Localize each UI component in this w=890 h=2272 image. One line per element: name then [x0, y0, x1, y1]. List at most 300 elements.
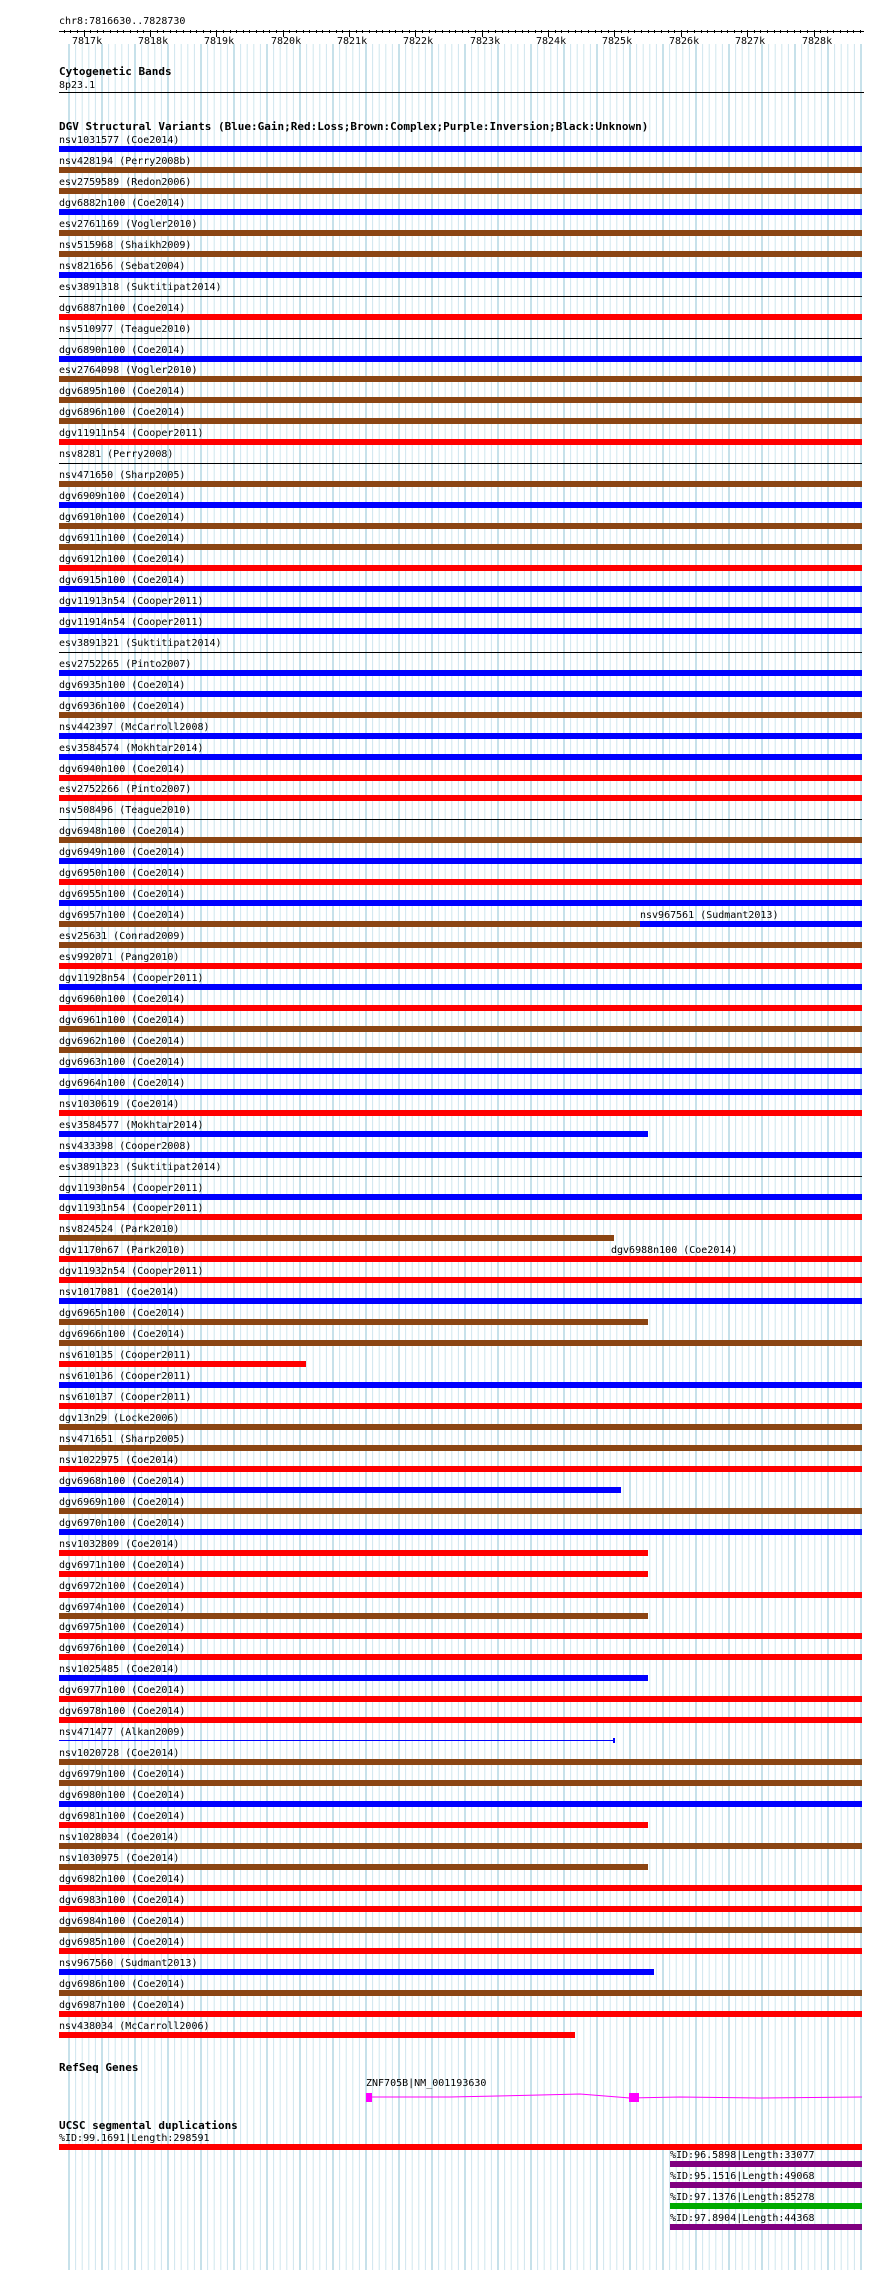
- dgv-variant-bar[interactable]: [59, 1508, 862, 1514]
- dgv-variant-label[interactable]: nsv967560 (Sudmant2013): [59, 1957, 198, 1969]
- ruler-minor-tick: [289, 30, 290, 33]
- dgv-variant-bar[interactable]: [59, 1843, 862, 1849]
- dgv-variant-label[interactable]: nsv967561 (Sudmant2013): [640, 910, 779, 922]
- ruler-minor-tick: [707, 30, 708, 33]
- dgv-variant-bar[interactable]: [59, 272, 862, 278]
- ruler-minor-tick: [701, 30, 702, 33]
- ruler-minor-tick: [84, 30, 85, 33]
- dgv-variant-bar[interactable]: [59, 670, 862, 676]
- dgv-variant-bar[interactable]: [59, 819, 862, 820]
- dgv-variant-bar[interactable]: [59, 146, 862, 152]
- ruler-tick-label: 7823k: [470, 36, 501, 47]
- dgv-variant-label[interactable]: dgv6988n100 (Coe2014): [611, 1245, 738, 1257]
- ruler-tick-label: 7824k: [536, 36, 567, 47]
- segdup-bar[interactable]: [670, 2203, 862, 2209]
- dgv-variant-label[interactable]: dgv6987n100 (Coe2014): [59, 1999, 186, 2011]
- ruler-minor-tick: [309, 30, 310, 33]
- ruler-tick-label: 7828k: [802, 36, 833, 47]
- ruler-minor-tick: [575, 30, 576, 33]
- ruler-minor-tick: [528, 30, 529, 33]
- dgv-variant-label[interactable]: dgv6986n100 (Coe2014): [59, 1978, 186, 1990]
- dgv-variant-label[interactable]: dgv11911n54 (Cooper2011): [59, 428, 204, 440]
- dgv-variant-label[interactable]: dgv6910n100 (Coe2014): [59, 512, 186, 524]
- dgv-variant-bar[interactable]: [59, 1152, 862, 1158]
- ruler-minor-tick: [548, 30, 549, 33]
- dgv-variant-label[interactable]: dgv6985n100 (Coe2014): [59, 1936, 186, 1948]
- dgv-variant-bar[interactable]: [59, 1214, 862, 1220]
- ruler-minor-tick: [648, 30, 649, 33]
- gene-exon: [366, 2093, 372, 2102]
- dgv-variant-label[interactable]: dgv6957n100 (Coe2014): [59, 910, 186, 922]
- ruler-minor-tick: [475, 30, 476, 33]
- dgv-variant-label[interactable]: dgv6960n100 (Coe2014): [59, 993, 186, 1005]
- ruler-minor-tick: [601, 30, 602, 33]
- dgv-variant-bar[interactable]: [59, 1801, 862, 1807]
- dgv-variant-bar[interactable]: [59, 1005, 862, 1011]
- ruler-minor-tick: [820, 30, 821, 33]
- dgv-variant-bar[interactable]: [59, 188, 862, 194]
- dgv-variant-label[interactable]: esv2752265 (Pinto2007): [59, 658, 192, 670]
- dgv-variant-label[interactable]: dgv6940n100 (Coe2014): [59, 763, 186, 775]
- dgv-variant-label[interactable]: esv2752266 (Pinto2007): [59, 784, 192, 796]
- dgv-variant-label[interactable]: dgv6950n100 (Coe2014): [59, 868, 186, 880]
- dgv-variant-bar[interactable]: [59, 523, 862, 529]
- dgv-variant-label[interactable]: dgv6979n100 (Coe2014): [59, 1769, 186, 1781]
- ruler-minor-tick: [541, 30, 542, 33]
- dgv-variant-bar[interactable]: [59, 376, 862, 382]
- ruler-minor-tick: [535, 30, 536, 33]
- dgv-variant-bar[interactable]: [59, 1466, 862, 1472]
- ruler-minor-tick: [362, 30, 363, 33]
- ruler-minor-tick: [714, 30, 715, 33]
- dgv-variant-label[interactable]: dgv11913n54 (Cooper2011): [59, 595, 204, 607]
- dgv-variant-bar[interactable]: [59, 984, 862, 990]
- ruler-minor-tick: [734, 30, 735, 33]
- ruler-tick-label: 7826k: [669, 36, 700, 47]
- dgv-variant-bar[interactable]: [59, 1675, 648, 1681]
- ruler-minor-tick: [110, 30, 111, 33]
- dgv-variant-bar[interactable]: [59, 1256, 614, 1262]
- ruler-minor-tick: [303, 30, 304, 33]
- dgv-variant-label[interactable]: nsv1032809 (Coe2014): [59, 1538, 180, 1550]
- gene-label[interactable]: ZNF705B|NM_001193630: [366, 2078, 487, 2089]
- ruler-minor-tick: [196, 30, 197, 33]
- dgv-variant-label[interactable]: nsv428194 (Perry2008b): [59, 155, 192, 167]
- dgv-variant-label[interactable]: nsv610136 (Cooper2011): [59, 1371, 192, 1383]
- ruler-minor-tick: [807, 30, 808, 33]
- dgv-variant-bar[interactable]: [59, 1277, 862, 1283]
- dgv-variant-label[interactable]: dgv6972n100 (Coe2014): [59, 1580, 186, 1592]
- ruler-minor-tick: [833, 30, 834, 33]
- dgv-variant-label[interactable]: nsv1020728 (Coe2014): [59, 1748, 180, 1760]
- dgv-variant-label[interactable]: dgv6984n100 (Coe2014): [59, 1915, 186, 1927]
- ruler-minor-tick: [123, 30, 124, 33]
- dgv-variant-bar[interactable]: [59, 230, 862, 236]
- ruler-minor-tick: [376, 30, 377, 33]
- ruler-minor-tick: [216, 30, 217, 33]
- segdup-track-title[interactable]: UCSC segmental duplications: [59, 2119, 238, 2132]
- ruler-minor-tick: [455, 30, 456, 33]
- dgv-variant-label[interactable]: esv3584574 (Mokhtar2014): [59, 742, 204, 754]
- dgv-variant-bar[interactable]: [59, 733, 862, 739]
- ruler-minor-tick: [143, 30, 144, 33]
- dgv-variant-label[interactable]: dgv6912n100 (Coe2014): [59, 554, 186, 565]
- ruler-minor-tick: [356, 30, 357, 33]
- dgv-variant-label[interactable]: nsv471650 (Sharp2005): [59, 470, 186, 482]
- dgv-variant-endcap: [613, 1738, 615, 1743]
- dgv-variant-bar[interactable]: [59, 1529, 862, 1535]
- ruler-minor-tick: [210, 30, 211, 33]
- dgv-variant-label[interactable]: esv2759589 (Redon2006): [59, 176, 192, 188]
- dgv-variant-label[interactable]: dgv6948n100 (Coe2014): [59, 826, 186, 838]
- dgv-variant-label[interactable]: dgv6977n100 (Coe2014): [59, 1685, 186, 1697]
- ruler-minor-tick: [223, 30, 224, 33]
- dgv-variant-bar[interactable]: [59, 1361, 306, 1367]
- dgv-variant-label[interactable]: dgv11928n54 (Cooper2011): [59, 973, 204, 984]
- ruler-minor-tick: [860, 30, 861, 33]
- ruler-tick-label: 7821k: [337, 36, 368, 47]
- ruler-minor-tick: [681, 30, 682, 33]
- dgv-variant-bar[interactable]: [59, 1445, 862, 1451]
- gene-model-znf705b[interactable]: [0, 2088, 890, 2108]
- dgv-variant-label[interactable]: dgv6935n100 (Coe2014): [59, 679, 186, 691]
- ruler-minor-tick: [137, 30, 138, 33]
- dgv-variant-label[interactable]: dgv6896n100 (Coe2014): [59, 407, 186, 419]
- segdup-bar[interactable]: [670, 2182, 862, 2188]
- dgv-variant-label[interactable]: dgv6966n100 (Coe2014): [59, 1329, 186, 1341]
- ruler-minor-tick: [389, 30, 390, 33]
- ruler-minor-tick: [462, 30, 463, 33]
- ruler-tick-label: 7822k: [403, 36, 434, 47]
- dgv-variant-bar[interactable]: [59, 1424, 862, 1430]
- dgv-variant-label[interactable]: esv2764098 (Vogler2010): [59, 365, 198, 377]
- segdup-bar[interactable]: [670, 2224, 862, 2230]
- dgv-variant-bar[interactable]: [59, 942, 862, 948]
- dgv-variant-bar[interactable]: [59, 1864, 648, 1870]
- dgv-variant-label[interactable]: nsv515968 (Shaikh2009): [59, 239, 192, 251]
- dgv-variant-label[interactable]: dgv11914n54 (Cooper2011): [59, 616, 204, 628]
- dgv-variant-bar[interactable]: [59, 1550, 648, 1556]
- ruler-minor-tick: [150, 30, 151, 33]
- dgv-variant-bar[interactable]: [59, 1717, 862, 1723]
- cytoband-track-title[interactable]: Cytogenetic Bands: [59, 65, 172, 78]
- ruler-minor-tick: [581, 30, 582, 33]
- dgv-variant-label[interactable]: dgv6955n100 (Coe2014): [59, 889, 186, 901]
- dgv-variant-label[interactable]: nsv824524 (Park2010): [59, 1224, 180, 1236]
- ruler-minor-tick: [561, 30, 562, 33]
- ruler-minor-tick: [727, 30, 728, 33]
- dgv-variant-bar[interactable]: [59, 1047, 862, 1053]
- dgv-variant-bar[interactable]: [59, 1906, 862, 1912]
- dgv-variant-bar[interactable]: [59, 586, 862, 592]
- dgv-variant-label[interactable]: nsv471651 (Sharp2005): [59, 1433, 186, 1445]
- ruler-minor-tick: [296, 30, 297, 33]
- dgv-variant-bar[interactable]: [59, 1654, 862, 1660]
- dgv-variant-bar[interactable]: [59, 502, 862, 508]
- dgv-variant-bar[interactable]: [59, 1340, 862, 1346]
- ruler-tick-label: 7827k: [735, 36, 766, 47]
- ruler-minor-tick: [721, 30, 722, 33]
- ruler-minor-tick: [409, 30, 410, 33]
- ruler-minor-tick: [97, 30, 98, 33]
- ruler-minor-tick: [183, 30, 184, 33]
- dgv-variant-label[interactable]: dgv6980n100 (Coe2014): [59, 1790, 186, 1802]
- ruler-tick-label: 7819k: [204, 36, 235, 47]
- dgv-variant-label[interactable]: dgv13n29 (Locke2006): [59, 1412, 180, 1424]
- ruler-minor-tick: [442, 30, 443, 33]
- dgv-variant-bar[interactable]: [59, 481, 862, 487]
- ruler-minor-tick: [329, 30, 330, 33]
- segdup-label[interactable]: %ID:97.1376|Length:85278: [670, 2192, 815, 2203]
- dgv-variant-bar[interactable]: [59, 565, 862, 571]
- dgv-variant-label[interactable]: dgv6964n100 (Coe2014): [59, 1077, 186, 1089]
- segdup-label[interactable]: %ID:97.8904|Length:44368: [670, 2213, 815, 2224]
- ruler-minor-tick: [760, 30, 761, 33]
- dgv-variant-bar[interactable]: [59, 1571, 648, 1577]
- ruler-minor-tick: [369, 30, 370, 33]
- ruler-minor-tick: [236, 30, 237, 33]
- dgv-variant-bar[interactable]: [59, 209, 862, 215]
- dgv-variant-label[interactable]: dgv6975n100 (Coe2014): [59, 1622, 186, 1634]
- dgv-variant-bar[interactable]: [59, 167, 862, 173]
- dgv-variant-bar[interactable]: [59, 754, 862, 760]
- dgv-variant-bar[interactable]: [59, 418, 862, 424]
- dgv-variant-bar[interactable]: [59, 1948, 862, 1954]
- ruler-minor-tick: [283, 30, 284, 33]
- dgv-variant-label[interactable]: dgv11931n54 (Cooper2011): [59, 1203, 204, 1215]
- dgv-variant-label[interactable]: nsv508496 (Teague2010): [59, 805, 192, 817]
- dgv-variant-bar[interactable]: [59, 837, 862, 843]
- dgv-variant-bar[interactable]: [59, 1822, 648, 1828]
- ruler-minor-tick: [70, 30, 71, 33]
- dgv-variant-bar[interactable]: [59, 314, 862, 320]
- dgv-variant-label[interactable]: dgv6976n100 (Coe2014): [59, 1643, 186, 1655]
- ruler-minor-tick: [263, 30, 264, 33]
- dgv-variant-bar[interactable]: [59, 1319, 648, 1325]
- ruler-minor-tick: [661, 30, 662, 33]
- dgv-variant-bar[interactable]: [59, 1298, 862, 1304]
- dgv-variant-label[interactable]: nsv1031577 (Coe2014): [59, 135, 180, 146]
- dgv-variant-bar[interactable]: [59, 1885, 862, 1891]
- ruler-minor-tick: [800, 30, 801, 33]
- dgv-variant-label[interactable]: esv2761169 (Vogler2010): [59, 218, 198, 230]
- dgv-variant-label[interactable]: dgv6974n100 (Coe2014): [59, 1601, 186, 1613]
- ruler-minor-tick: [595, 30, 596, 33]
- dgv-variant-label[interactable]: dgv6965n100 (Coe2014): [59, 1308, 186, 1320]
- ruler-minor-tick: [90, 30, 91, 33]
- dgv-variant-label[interactable]: dgv6961n100 (Coe2014): [59, 1014, 186, 1026]
- dgv-variant-bar[interactable]: [59, 858, 862, 864]
- dgv-variant-label[interactable]: esv25631 (Conrad2009): [59, 931, 186, 943]
- dgv-variant-bar[interactable]: [59, 1613, 648, 1619]
- dgv-variant-bar[interactable]: [59, 1780, 862, 1786]
- dgv-variant-bar[interactable]: [59, 1696, 862, 1702]
- ruler-minor-tick: [741, 30, 742, 33]
- segdup-label[interactable]: %ID:99.1691|Length:298591: [59, 2133, 210, 2144]
- ruler-minor-tick: [482, 30, 483, 33]
- ruler-minor-tick: [853, 30, 854, 33]
- ruler-minor-tick: [117, 30, 118, 33]
- ruler-minor-tick: [322, 30, 323, 33]
- dgv-variant-bar[interactable]: [59, 356, 862, 362]
- dgv-variant-label[interactable]: dgv6968n100 (Coe2014): [59, 1475, 186, 1487]
- dgv-variant-label[interactable]: nsv1025485 (Coe2014): [59, 1664, 180, 1676]
- dgv-variant-label[interactable]: esv3891318 (Suktitipat2014): [59, 281, 222, 293]
- dgv-variant-label[interactable]: dgv6895n100 (Coe2014): [59, 386, 186, 398]
- dgv-variant-label[interactable]: nsv442397 (McCarroll2008): [59, 721, 210, 733]
- dgv-variant-label[interactable]: nsv1022975 (Coe2014): [59, 1454, 180, 1466]
- dgv-variant-label[interactable]: dgv6970n100 (Coe2014): [59, 1517, 186, 1529]
- ruler-minor-tick: [502, 30, 503, 33]
- refseq-track-title[interactable]: RefSeq Genes: [59, 2061, 139, 2074]
- dgv-variant-bar[interactable]: [59, 1194, 862, 1200]
- ruler-minor-tick: [495, 30, 496, 33]
- ruler-minor-tick: [694, 30, 695, 33]
- ruler-minor-tick: [395, 30, 396, 33]
- dgv-variant-bar[interactable]: [59, 1089, 862, 1095]
- dgv-variant-label[interactable]: nsv1017081 (Coe2014): [59, 1287, 180, 1299]
- dgv-variant-bar[interactable]: [59, 879, 862, 885]
- dgv-variant-bar[interactable]: [59, 900, 862, 906]
- ruler-minor-tick: [77, 30, 78, 33]
- dgv-variant-bar[interactable]: [59, 1110, 862, 1116]
- dgv-variant-label[interactable]: nsv510977 (Teague2010): [59, 323, 192, 335]
- dgv-variant-label[interactable]: dgv6981n100 (Coe2014): [59, 1811, 186, 1822]
- dgv-variant-bar[interactable]: [59, 1990, 862, 1996]
- dgv-variant-label[interactable]: dgv6971n100 (Coe2014): [59, 1559, 186, 1571]
- ruler-minor-tick: [176, 30, 177, 33]
- dgv-variant-bar[interactable]: [59, 1487, 621, 1493]
- dgv-variant-label[interactable]: dgv11932n54 (Cooper2011): [59, 1266, 204, 1278]
- dgv-variant-label[interactable]: dgv6962n100 (Coe2014): [59, 1035, 186, 1047]
- dgv-variant-label[interactable]: dgv6978n100 (Coe2014): [59, 1706, 186, 1718]
- dgv-variant-label[interactable]: nsv438034 (McCarroll2006): [59, 2020, 210, 2032]
- dgv-variant-bar[interactable]: [640, 921, 862, 927]
- ruler-minor-tick: [203, 30, 204, 33]
- dgv-variant-bar[interactable]: [59, 712, 862, 718]
- ruler-minor-tick: [588, 30, 589, 33]
- dgv-variant-label[interactable]: dgv6982n100 (Coe2014): [59, 1873, 186, 1885]
- dgv-variant-label[interactable]: dgv6969n100 (Coe2014): [59, 1496, 186, 1508]
- dgv-variant-label[interactable]: esv992071 (Pang2010): [59, 952, 180, 964]
- dgv-variant-label[interactable]: dgv6936n100 (Coe2014): [59, 700, 186, 712]
- dgv-variant-bar[interactable]: [59, 628, 862, 634]
- dgv-variant-bar[interactable]: [59, 652, 862, 653]
- dgv-variant-label[interactable]: dgv6909n100 (Coe2014): [59, 491, 186, 503]
- dgv-variant-bar[interactable]: [59, 1068, 862, 1074]
- dgv-variant-label[interactable]: dgv6890n100 (Coe2014): [59, 344, 186, 356]
- dgv-variant-bar[interactable]: [59, 251, 862, 257]
- dgv-variant-bar[interactable]: [59, 691, 862, 697]
- dgv-variant-label[interactable]: esv3891323 (Suktitipat2014): [59, 1161, 222, 1173]
- dgv-variant-bar[interactable]: [59, 1131, 648, 1137]
- dgv-variant-bar[interactable]: [59, 296, 862, 297]
- dgv-variant-label[interactable]: dgv1170n67 (Park2010): [59, 1245, 186, 1257]
- ruler-minor-tick: [64, 30, 65, 33]
- ruler-minor-tick: [230, 30, 231, 33]
- ruler-minor-tick: [780, 30, 781, 33]
- dgv-variant-bar[interactable]: [59, 963, 862, 969]
- ruler-minor-tick: [674, 30, 675, 33]
- dgv-variant-bar[interactable]: [59, 795, 862, 801]
- dgv-variant-label[interactable]: dgv6887n100 (Coe2014): [59, 302, 186, 314]
- ruler-minor-tick: [827, 30, 828, 33]
- dgv-variant-label[interactable]: nsv1030619 (Coe2014): [59, 1098, 180, 1110]
- cytoband-ideogram[interactable]: [59, 92, 864, 93]
- ruler-minor-tick: [349, 30, 350, 33]
- dgv-variant-bar[interactable]: [59, 1592, 862, 1598]
- dgv-variant-label[interactable]: dgv6915n100 (Coe2014): [59, 574, 186, 586]
- ruler-minor-tick: [336, 30, 337, 33]
- ruler-minor-tick: [508, 30, 509, 33]
- dgv-variant-bar[interactable]: [59, 775, 862, 781]
- dgv-variant-label[interactable]: nsv1030975 (Coe2014): [59, 1852, 180, 1864]
- dgv-variant-bar[interactable]: [59, 607, 862, 613]
- dgv-variant-label[interactable]: nsv610135 (Cooper2011): [59, 1350, 192, 1362]
- dgv-variant-label[interactable]: nsv433398 (Cooper2008): [59, 1140, 192, 1152]
- dgv-variant-label[interactable]: nsv610137 (Cooper2011): [59, 1392, 192, 1403]
- dgv-variant-label[interactable]: dgv6911n100 (Coe2014): [59, 533, 186, 545]
- ruler-tick-label: 7818k: [138, 36, 169, 47]
- dgv-variant-bar[interactable]: [59, 1382, 862, 1388]
- ruler-minor-tick: [157, 30, 158, 33]
- dgv-variant-label[interactable]: dgv6882n100 (Coe2014): [59, 197, 186, 209]
- dgv-variant-bar[interactable]: [59, 1969, 654, 1975]
- dgv-variant-label[interactable]: nsv8281 (Perry2008): [59, 449, 174, 461]
- ruler-minor-tick: [522, 30, 523, 33]
- ruler-minor-tick: [382, 30, 383, 33]
- dgv-variant-bar[interactable]: [59, 2011, 862, 2017]
- ruler-minor-tick: [767, 30, 768, 33]
- ruler-minor-tick: [249, 30, 250, 33]
- dgv-variant-bar[interactable]: [59, 463, 862, 464]
- dgv-variant-bar[interactable]: [59, 1235, 614, 1241]
- ruler-minor-tick: [488, 30, 489, 33]
- dgv-variant-label[interactable]: dgv6949n100 (Coe2014): [59, 847, 186, 859]
- dgv-variant-bar[interactable]: [59, 544, 862, 550]
- segdup-bar[interactable]: [670, 2161, 862, 2167]
- dgv-variant-bar[interactable]: [59, 1759, 862, 1765]
- dgv-variant-bar[interactable]: [59, 1633, 862, 1639]
- dgv-variant-bar[interactable]: [59, 1740, 614, 1741]
- dgv-variant-label[interactable]: nsv1028034 (Coe2014): [59, 1831, 180, 1843]
- dgv-variant-bar[interactable]: [59, 2032, 575, 2038]
- dgv-track-title[interactable]: DGV Structural Variants (Blue:Gain;Red:Loss;Brown:Complex;Purple:Inversion;Black:Unknown): [59, 120, 649, 133]
- ruler-minor-tick: [468, 30, 469, 33]
- dgv-variant-label[interactable]: dgv6983n100 (Coe2014): [59, 1894, 186, 1906]
- dgv-variant-bar[interactable]: [611, 1256, 862, 1262]
- dgv-variant-label[interactable]: dgv11930n54 (Cooper2011): [59, 1182, 204, 1194]
- ruler-minor-tick: [103, 30, 104, 33]
- dgv-variant-label[interactable]: nsv821656 (Sebat2004): [59, 260, 186, 272]
- dgv-variant-bar[interactable]: [59, 1176, 862, 1177]
- dgv-variant-bar[interactable]: [59, 397, 862, 403]
- dgv-variant-bar[interactable]: [59, 1403, 862, 1409]
- ruler-minor-tick: [170, 30, 171, 33]
- dgv-variant-bar[interactable]: [59, 439, 862, 445]
- dgv-variant-bar[interactable]: [59, 1927, 862, 1933]
- ruler-minor-tick: [634, 30, 635, 33]
- dgv-variant-bar[interactable]: [59, 338, 862, 339]
- segdup-label[interactable]: %ID:95.1516|Length:49068: [670, 2171, 815, 2182]
- dgv-variant-label[interactable]: dgv6963n100 (Coe2014): [59, 1056, 186, 1068]
- segdup-label[interactable]: %ID:96.5898|Length:33077: [670, 2150, 815, 2161]
- dgv-variant-label[interactable]: esv3891321 (Suktitipat2014): [59, 637, 222, 649]
- dgv-variant-label[interactable]: nsv471477 (Alkan2009): [59, 1727, 186, 1739]
- ruler-minor-tick: [415, 30, 416, 33]
- dgv-variant-bar[interactable]: [59, 1026, 862, 1032]
- dgv-variant-label[interactable]: esv3584577 (Mokhtar2014): [59, 1119, 204, 1131]
